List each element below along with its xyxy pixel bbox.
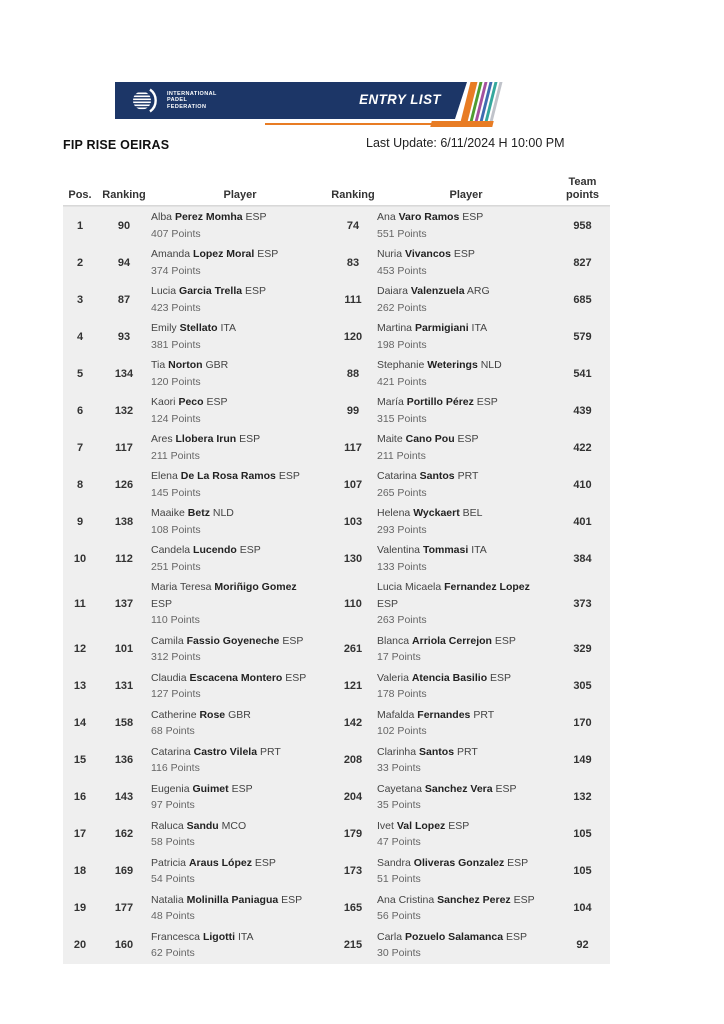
- table-row: [63, 816, 610, 853]
- ranking-cell-1: 137: [114, 597, 134, 610]
- player-points-1: 58 Points: [151, 836, 195, 848]
- player-name-2: María Portillo Pérez ESP: [377, 396, 498, 408]
- player-cell-1: [151, 246, 329, 279]
- position-cell: 16: [73, 791, 87, 803]
- team-points-cell: 422: [573, 441, 592, 454]
- team-points-cell: 958: [573, 219, 592, 232]
- table-row: [63, 779, 610, 816]
- ranking-cell-2: 204: [343, 791, 363, 803]
- ranking-cell-2: 130: [343, 552, 363, 565]
- player-name-2: Stephanie Weterings NLD: [377, 359, 502, 371]
- player-cell-2: [377, 320, 555, 353]
- ranking-cell-1: 136: [114, 754, 134, 766]
- player-points-1: 407 Points: [151, 227, 201, 240]
- player-cell-1: [151, 633, 329, 666]
- player-cell-2: [377, 892, 555, 925]
- ranking-cell-1: 93: [117, 330, 131, 343]
- player-cell-2: [377, 468, 555, 501]
- player-name-2: Maite Cano Pou ESP: [377, 433, 479, 445]
- player-cell-2: [377, 542, 555, 575]
- position-cell: 11: [74, 597, 86, 610]
- player-points-2: 35 Points: [377, 799, 421, 811]
- player-points-2: 453 Points: [377, 264, 427, 277]
- player-cell-2: [377, 633, 555, 666]
- ranking-cell-1: 132: [114, 404, 134, 417]
- player-cell-2: [377, 818, 555, 851]
- player-points-2: 293 Points: [377, 523, 427, 536]
- position-cell: 7: [76, 441, 84, 454]
- ranking-cell-2: 110: [344, 597, 362, 610]
- player-cell-2: [377, 357, 555, 390]
- player-cell-1: [151, 744, 329, 777]
- player-cell-1: [151, 707, 329, 740]
- table-row: [63, 429, 610, 466]
- ranking-cell-2: 107: [343, 478, 363, 491]
- team-points-cell: 132: [573, 791, 592, 803]
- player-cell-1: [151, 855, 329, 888]
- player-cell-2: [377, 670, 555, 703]
- player-points-2: 551 Points: [377, 227, 427, 240]
- player-cell-2: [377, 505, 555, 538]
- position-cell: 2: [76, 256, 84, 269]
- player-cell-1: [151, 542, 329, 575]
- player-cell-1: [151, 320, 329, 353]
- table-row: [63, 244, 610, 281]
- player-points-1: 68 Points: [151, 725, 195, 737]
- player-name-2: Sandra Oliveras Gonzalez ESP: [377, 856, 529, 869]
- position-cell: 3: [76, 293, 84, 306]
- federation-name: [167, 91, 217, 111]
- ranking-cell-2: 111: [344, 293, 362, 306]
- ranking-cell-2: 88: [346, 367, 360, 380]
- ranking-cell-2: 74: [346, 219, 360, 232]
- player-name-2: Valentina Tommasi ITA: [377, 544, 487, 556]
- player-name-2: Mafalda Fernandes PRT: [377, 708, 495, 721]
- player-points-2: 262 Points: [377, 301, 427, 314]
- player-name-2: Clarinha Santos PRT: [377, 745, 478, 758]
- table-row: [63, 853, 610, 890]
- last-update-text: Last Update: 6/11/2024 H 10:00 PM: [366, 136, 565, 150]
- player-name-1: Candela Lucendo ESP: [151, 544, 261, 556]
- event-title: FIP RISE OEIRAS: [63, 138, 170, 152]
- player-name-1: Maria Teresa Moriñigo Gomez ESP: [151, 581, 297, 610]
- ranking-cell-2: 83: [346, 256, 360, 269]
- position-cell: 19: [73, 902, 87, 914]
- table-body: [63, 206, 610, 964]
- team-points-cell: 827: [573, 256, 592, 269]
- table-row: [63, 281, 610, 318]
- team-points-cell: 579: [573, 330, 592, 343]
- player-points-2: 133 Points: [377, 560, 427, 573]
- player-cell-1: [151, 357, 329, 390]
- ranking-cell-2: 117: [344, 441, 362, 454]
- col-header-ranking-1: Ranking: [102, 188, 146, 201]
- player-name-1: Camila Fassio Goyeneche ESP: [151, 634, 304, 647]
- ranking-cell-1: 101: [114, 643, 134, 655]
- player-name-2: Helena Wyckaert BEL: [377, 507, 483, 519]
- table-row: [63, 577, 610, 631]
- player-name-2: Blanca Arriola Cerrejon ESP: [377, 634, 516, 647]
- position-cell: 12: [73, 643, 87, 655]
- table-header: [63, 176, 610, 206]
- ranking-cell-1: 138: [114, 515, 134, 528]
- player-points-1: 381 Points: [151, 338, 201, 351]
- position-cell: 14: [73, 717, 87, 729]
- ranking-cell-1: 131: [114, 680, 134, 692]
- table-row: [63, 318, 610, 355]
- table-row: [63, 207, 610, 244]
- fip-logo: [131, 87, 217, 114]
- team-points-cell: 105: [573, 828, 592, 840]
- table-row: [63, 705, 610, 742]
- player-points-2: 265 Points: [377, 486, 427, 499]
- ranking-cell-1: 87: [117, 293, 131, 306]
- ranking-cell-1: 134: [114, 367, 134, 380]
- player-points-2: 33 Points: [377, 762, 421, 774]
- player-name-1: Lucia Garcia Trella ESP: [151, 285, 267, 297]
- player-name-1: Patricia Araus López ESP: [151, 856, 276, 869]
- ranking-cell-1: 177: [114, 902, 134, 914]
- player-points-1: 124 Points: [151, 412, 201, 425]
- table-row: [63, 890, 610, 927]
- player-cell-2: [377, 744, 555, 777]
- ranking-cell-1: 143: [114, 791, 134, 803]
- player-points-1: 116 Points: [151, 762, 200, 774]
- player-points-1: 145 Points: [151, 486, 201, 499]
- position-cell: 18: [73, 865, 87, 877]
- ranking-cell-2: 208: [343, 754, 363, 766]
- team-points-cell: 104: [573, 902, 592, 914]
- position-cell: 15: [73, 754, 87, 766]
- player-points-2: 263 Points: [377, 614, 427, 626]
- player-name-1: Elena De La Rosa Ramos ESP: [151, 470, 300, 482]
- position-cell: 17: [73, 828, 87, 840]
- team-points-cell: 92: [576, 939, 589, 951]
- player-name-2: Nuria Vivancos ESP: [377, 248, 475, 260]
- ranking-cell-1: 117: [115, 441, 133, 454]
- ranking-cell-2: 215: [343, 939, 363, 951]
- player-name-1: Maaike Betz NLD: [151, 507, 234, 519]
- player-name-2: Valeria Atencia Basilio ESP: [377, 671, 512, 684]
- player-points-2: 102 Points: [377, 725, 427, 737]
- entry-table: [63, 176, 610, 964]
- player-cell-2: [377, 707, 555, 740]
- player-points-2: 421 Points: [377, 375, 427, 388]
- title-row: [63, 136, 610, 154]
- player-name-1: Amanda Lopez Moral ESP: [151, 248, 279, 260]
- position-cell: 6: [76, 404, 84, 417]
- player-cell-1: [151, 468, 329, 501]
- player-points-1: 48 Points: [151, 910, 195, 922]
- player-name-2: Martina Parmigiani ITA: [377, 322, 488, 334]
- ranking-cell-2: 121: [343, 680, 363, 692]
- table-row: [63, 631, 610, 668]
- player-cell-1: [151, 505, 329, 538]
- player-points-2: 178 Points: [377, 688, 427, 700]
- player-name-2: Cayetana Sanchez Vera ESP: [377, 782, 517, 795]
- team-points-cell: 384: [573, 552, 592, 565]
- ranking-cell-1: 162: [114, 828, 134, 840]
- player-cell-1: [151, 394, 329, 427]
- ranking-cell-1: 160: [114, 939, 134, 951]
- player-points-2: 198 Points: [377, 338, 427, 351]
- player-name-2: Catarina Santos PRT: [377, 470, 479, 482]
- player-name-2: Ana Cristina Sanchez Perez ESP: [377, 893, 535, 906]
- player-name-1: Alba Perez Momha ESP: [151, 211, 267, 223]
- player-name-1: Natalia Molinilla Paniagua ESP: [151, 893, 303, 906]
- player-cell-2: [377, 246, 555, 279]
- ranking-cell-2: 261: [343, 643, 363, 655]
- player-points-1: 54 Points: [151, 873, 195, 885]
- player-name-1: Tia Norton GBR: [151, 359, 229, 371]
- position-cell: 10: [73, 552, 87, 565]
- player-name-2: Lucia Micaela Fernandez Lopez ESP: [377, 581, 530, 610]
- col-header-player-2: Player: [449, 188, 483, 201]
- player-points-2: 315 Points: [377, 412, 427, 425]
- team-points-cell: 329: [573, 643, 592, 655]
- player-points-1: 62 Points: [151, 947, 195, 959]
- entry-list-banner: [115, 82, 505, 128]
- player-name-2: Carla Pozuelo Salamanca ESP: [377, 930, 527, 943]
- player-points-2: 47 Points: [377, 836, 421, 848]
- ranking-cell-2: 179: [343, 828, 363, 840]
- player-points-1: 127 Points: [151, 688, 201, 700]
- team-points-cell: 373: [573, 597, 592, 610]
- table-row: [63, 392, 610, 429]
- federation-name-line2: PADEL: [167, 97, 188, 104]
- player-points-2: 30 Points: [377, 947, 421, 959]
- player-name-1: Claudia Escacena Montero ESP: [151, 671, 307, 684]
- position-cell: 20: [73, 939, 87, 951]
- position-cell: 1: [76, 219, 84, 232]
- padel-ball-icon: [131, 87, 161, 114]
- col-header-team-points: Team points: [566, 176, 599, 201]
- ranking-cell-1: 90: [117, 219, 131, 232]
- player-name-1: Emily Stellato ITA: [151, 322, 237, 334]
- player-cell-2: [377, 579, 555, 629]
- position-cell: 13: [73, 680, 87, 692]
- player-cell-2: [377, 929, 555, 962]
- player-points-2: 51 Points: [377, 873, 421, 885]
- federation-name-line3: FEDERATION: [167, 103, 207, 110]
- player-points-1: 120 Points: [151, 375, 201, 388]
- position-cell: 8: [76, 478, 84, 491]
- team-points-cell: 439: [573, 404, 592, 417]
- team-points-cell: 541: [573, 367, 592, 380]
- player-cell-2: [377, 431, 555, 464]
- team-points-cell: 305: [573, 680, 592, 692]
- player-points-1: 108 Points: [151, 523, 201, 536]
- table-row: [63, 355, 610, 392]
- team-points-cell: 105: [573, 865, 592, 877]
- ranking-cell-2: 142: [343, 717, 363, 729]
- ranking-cell-2: 120: [343, 330, 363, 343]
- player-cell-2: [377, 209, 555, 242]
- position-cell: 5: [76, 367, 84, 380]
- player-name-1: Raluca Sandu MCO: [151, 819, 247, 832]
- team-points-cell: 401: [573, 515, 592, 528]
- player-cell-2: [377, 781, 555, 814]
- table-row: [63, 927, 610, 964]
- player-points-1: 312 Points: [151, 651, 201, 663]
- position-cell: 9: [76, 515, 84, 528]
- banner-underline-thin: [265, 123, 433, 125]
- ranking-cell-1: 158: [114, 717, 134, 729]
- player-cell-1: [151, 929, 329, 962]
- player-cell-1: [151, 670, 329, 703]
- player-name-1: Kaori Peco ESP: [151, 396, 228, 408]
- team-points-cell: 170: [573, 717, 592, 729]
- table-row: [63, 466, 610, 503]
- col-header-player-1: Player: [223, 188, 257, 201]
- player-points-2: 17 Points: [377, 651, 421, 663]
- player-name-2: Daiara Valenzuela ARG: [377, 285, 490, 297]
- player-cell-2: [377, 855, 555, 888]
- team-points-cell: 685: [573, 293, 592, 306]
- player-points-1: 97 Points: [151, 799, 195, 811]
- table-row: [63, 742, 610, 779]
- player-name-1: Catarina Castro Vilela PRT: [151, 745, 281, 758]
- player-points-1: 110 Points: [151, 614, 200, 626]
- player-name-1: Ares Llobera Irun ESP: [151, 433, 261, 445]
- ranking-cell-2: 173: [343, 865, 363, 877]
- player-name-1: Francesca Ligotti ITA: [151, 930, 254, 943]
- entry-list-label: ENTRY LIST: [358, 91, 441, 107]
- player-cell-1: [151, 892, 329, 925]
- table-row: [63, 503, 610, 540]
- player-name-2: Ivet Val Lopez ESP: [377, 819, 470, 832]
- col-header-ranking-2: Ranking: [331, 188, 375, 201]
- player-cell-1: [151, 431, 329, 464]
- banner-underline-thick: [430, 121, 493, 127]
- ranking-cell-2: 99: [346, 404, 360, 417]
- position-cell: 4: [76, 330, 84, 343]
- team-points-cell: 149: [573, 754, 592, 766]
- table-row: [63, 668, 610, 705]
- player-name-1: Eugenia Guimet ESP: [151, 782, 253, 795]
- table-row: [63, 540, 610, 577]
- team-points-cell: 410: [573, 478, 592, 491]
- player-points-2: 56 Points: [377, 910, 421, 922]
- ranking-cell-1: 112: [115, 552, 133, 565]
- ranking-cell-1: 94: [117, 256, 131, 269]
- player-name-2: Ana Varo Ramos ESP: [377, 211, 484, 223]
- player-points-1: 211 Points: [151, 449, 200, 462]
- ranking-cell-1: 169: [114, 865, 134, 877]
- player-cell-1: [151, 579, 329, 629]
- player-cell-1: [151, 283, 329, 316]
- player-points-1: 423 Points: [151, 301, 201, 314]
- federation-name-line1: INTERNATIONAL: [167, 90, 217, 97]
- banner-stripes: [460, 82, 503, 126]
- player-cell-1: [151, 818, 329, 851]
- ranking-cell-2: 103: [343, 515, 363, 528]
- player-points-1: 374 Points: [151, 264, 201, 277]
- player-cell-1: [151, 781, 329, 814]
- player-points-1: 251 Points: [151, 560, 201, 573]
- ranking-cell-1: 126: [114, 478, 134, 491]
- player-cell-1: [151, 209, 329, 242]
- player-cell-2: [377, 394, 555, 427]
- col-header-pos: Pos.: [68, 188, 92, 201]
- player-points-2: 211 Points: [377, 449, 426, 462]
- ranking-cell-2: 165: [343, 902, 363, 914]
- player-name-1: Catherine Rose GBR: [151, 708, 251, 721]
- player-cell-2: [377, 283, 555, 316]
